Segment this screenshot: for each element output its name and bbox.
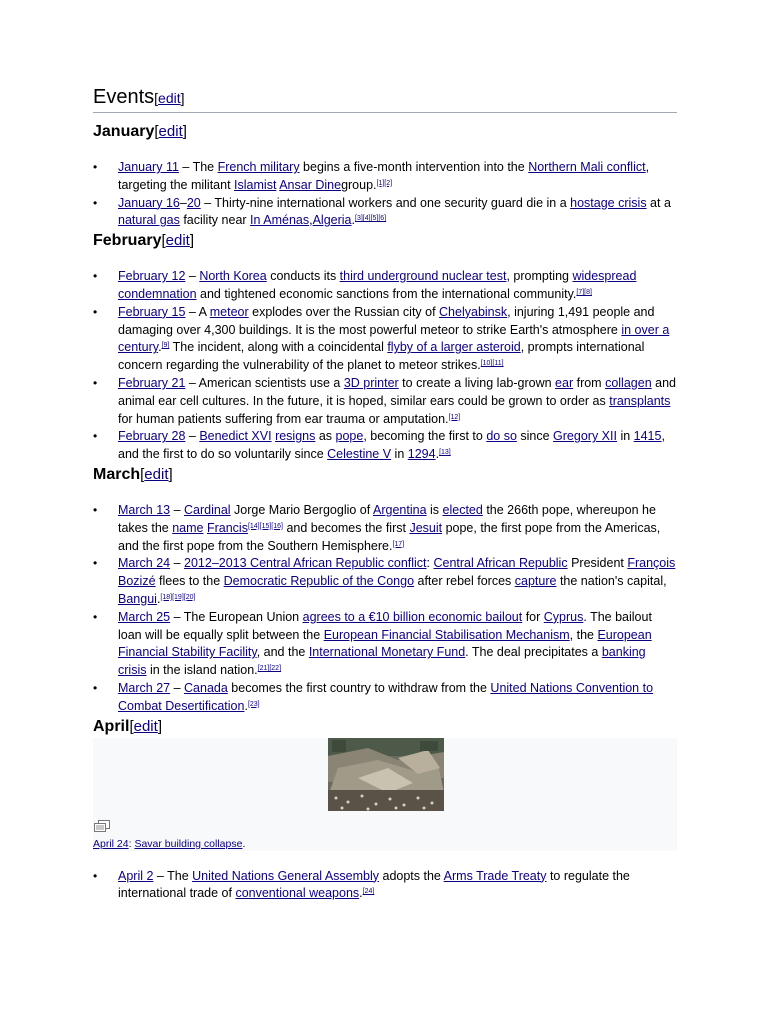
events-edit-link[interactable]: edit [158,90,181,106]
reference-link[interactable]: [17] [392,540,405,548]
article-link[interactable]: Celestine V [327,447,392,462]
date-link[interactable]: March 13 [118,502,171,517]
date-link[interactable]: 20 [186,195,201,210]
article-link[interactable]: Arms Trade Treaty [443,868,547,883]
article-link[interactable]: 3D printer [343,375,399,390]
article-link[interactable]: French military [217,160,300,174]
article-link[interactable]: name [172,520,204,535]
list-item: • February 12 – North Korea conducts its third underground nuclear test, prompting widespread condemnation and tightened economic sanctions from the international community.[7][8] [93,268,677,304]
date-link[interactable]: January 16 [118,195,180,210]
date-link[interactable]: February 28 [118,429,186,444]
date-link[interactable]: March 25 [118,609,171,624]
section-title: April [93,717,130,735]
article-content [93,84,677,903]
article-link[interactable]: conventional weapons [235,886,360,901]
reference-link[interactable]: [24] [362,888,375,896]
events-title: Events [93,86,155,108]
edit-bracket-open: [ [154,90,159,106]
january-list [93,159,677,230]
march-heading: March[edit] [93,465,173,483]
article-link[interactable]: Jesuit [409,520,443,535]
date-link[interactable]: March 24 [118,556,171,571]
reference-link[interactable]: [23] [247,700,260,708]
article-link[interactable]: natural gas [118,213,180,228]
article-link[interactable]: Francis [206,520,248,535]
date-link[interactable]: March 27 [118,680,171,695]
list-item: • January 16–20 – Thirty-nine international workers and one security guard die in a hostage crisis at a natural gas facility near In Aménas,Algeria.[3][4][5][6] [93,195,677,231]
february-heading: February[edit] [93,232,194,250]
article-link[interactable]: pope [335,429,364,444]
article-link[interactable]: resigns [275,429,316,444]
article-link[interactable]: United Nations General Assembly [192,868,380,883]
march-list [93,502,677,716]
caption-article-link[interactable]: Savar building collapse [134,837,243,850]
article-link[interactable]: United Nations Convention to Combat Desertification [118,680,654,713]
list-item: • March 27 – Canada becomes the first country to withdraw from the United Nations Convention to Combat Desertification.[23] [93,680,677,716]
april-heading: April[edit] [93,717,162,735]
april-list [93,868,677,904]
article-link[interactable]: flyby of a larger asteroid [387,340,521,355]
article-link[interactable]: In Aménas [250,213,310,228]
caption-date-link[interactable]: April 24 [93,837,129,850]
article-link[interactable]: transplants [609,393,671,408]
article-link[interactable]: North Korea [199,269,267,284]
article-link[interactable]: 1415 [633,429,662,444]
reference-link[interactable]: [3][4][5][6] [355,215,387,223]
article-link[interactable]: François Bozizé [118,556,676,589]
article-link[interactable]: European Financial Stabilisation Mechanism [323,627,570,642]
list-item: • March 13 – Cardinal Jorge Mario Bergoglio of Argentina is elected the 266th pope, whereupon he takes the name Francis[14][15][16] and becomes the first Jesuit pope, the first pope from the Americas, and the first pope from the Southern Hemisphere.[17] [93,502,677,555]
article-link[interactable]: European Financial Stability Facility [118,627,652,660]
reference-link[interactable]: [14][15][16] [247,522,283,530]
article-link[interactable]: International Monetary Fund [308,645,466,660]
list-item: • March 25 – The European Union agrees to a €10 billion economic bailout for Cyprus. The bailout loan will be equally split between the European Financial Stabilisation Mechanism, the European Financial Stability Facility, and the International Monetary Fund. The deal precipitates a banking crisis in the island nation.[21][22] [93,609,677,680]
article-link[interactable]: widespread condemnation [118,269,637,301]
april-edit-link[interactable]: edit [133,717,158,735]
article-link[interactable]: elected [442,502,483,517]
events-heading [93,84,677,113]
article-link[interactable]: 1294 [407,447,436,462]
article-link[interactable]: Islamist [234,177,277,192]
list-item: • February 28 – Benedict XVI resigns as pope, becoming the first to do so since Gregory XII in 1415, and the first to do so voluntarily since Celestine V in 1294.[13] [93,428,677,464]
article-link[interactable]: in over a century [118,322,670,355]
article-link[interactable]: do so [486,429,517,444]
reference-link[interactable]: [18][19][20] [160,593,196,601]
section-title: January [93,123,155,140]
article-link[interactable]: Gregory XII [553,429,617,444]
reference-link[interactable]: [13] [439,449,451,457]
list-item: • February 21 – American scientists use a 3D printer to create a living lab-grown ear from collagen and animal ear cell cultures. In the future, it is hoped, similar ears could be grown to order as transplants for human patients suffering from ear trauma or amputation.[12] [93,375,677,428]
march-edit-link[interactable]: edit [144,465,169,483]
article-link[interactable]: collagen [605,375,652,390]
article-link[interactable]: meteor [209,304,249,319]
january-heading: January[edit] [93,123,187,140]
article-link[interactable]: Algeria [312,213,352,228]
list-item: • April 2 – The United Nations General Assembly adopts the Arms Trade Treaty to regulate the international trade of conventional weapons.[24] [93,868,677,904]
date-link[interactable]: January 11 [118,160,179,174]
article-link[interactable]: ear [555,375,574,390]
article-link[interactable]: 2012–2013 Central African Republic conflict [184,556,427,571]
list-item: • March 24 – 2012–2013 Central African Republic conflict: Central African Republic President François Bozizé flees to the Democratic Republic of the Congo after rebel forces capture the nation's capital, Bangui.[18][19][20] [93,555,677,608]
image-gallery [93,738,677,851]
article-link[interactable]: Ansar Dine [279,177,342,192]
article-link[interactable]: capture [514,574,557,589]
article-link[interactable]: third underground nuclear test [339,269,507,284]
reference-link[interactable]: [21][22] [257,665,282,673]
date-link[interactable]: February 15 [118,304,186,319]
date-link[interactable]: April 2 [118,868,154,883]
article-link[interactable]: Bangui [118,591,157,606]
february-list [93,268,677,464]
date-link[interactable]: February 12 [118,269,186,284]
reference-link[interactable]: [1][2] [376,179,393,187]
date-link[interactable]: February 21 [118,375,186,390]
article-link[interactable]: Benedict XVI [199,429,272,444]
article-link[interactable]: agrees to a €10 billion economic bailout [302,609,523,624]
article-link[interactable]: banking crisis [118,645,646,678]
article-link[interactable]: Northern Mali conflict [528,160,646,174]
article-link[interactable]: Cyprus [543,609,584,624]
article-link[interactable]: hostage crisis [570,195,647,210]
section-title: March [93,465,141,483]
reference-link[interactable]: [9] [161,342,170,350]
reference-link[interactable]: [10][11] [480,360,504,368]
article-link[interactable]: Canada [184,680,228,695]
list-item: • January 11 – The French military begins a five-month intervention into the Northern Mali conflict, targeting the militant Islamist Ansar Dinegroup.[1][2] [93,159,677,195]
edit-bracket-close: ] [180,90,185,106]
magnify-icon[interactable] [94,820,110,832]
february-edit-link[interactable]: edit [165,232,190,250]
reference-link[interactable]: [12] [448,413,461,421]
article-link[interactable]: Central African Republic [433,556,568,571]
january-edit-link[interactable]: edit [158,123,183,140]
article-link[interactable]: Democratic Republic of the Congo [223,574,415,589]
article-link[interactable]: Argentina [373,502,427,517]
list-item: • February 15 – A meteor explodes over the Russian city of Chelyabinsk, injuring 1,491 people and damaging over 4,300 buildings. It is the most powerful meteor to strike Earth's atmosphere in over a century.[9] The incident, along with a coincidental flyby of a larger asteroid, prompts international concern regarding the vulnerability of the planet to meteor strikes.[10][11] [93,304,677,375]
article-link[interactable]: Cardinal [184,502,231,517]
section-title: February [93,232,162,250]
gallery-caption: April 24: Savar building collapse. [93,837,246,850]
reference-link[interactable]: [7][8] [576,288,592,296]
savar-collapse-photo[interactable] [328,738,444,811]
article-link[interactable]: Chelyabinsk [439,304,508,319]
